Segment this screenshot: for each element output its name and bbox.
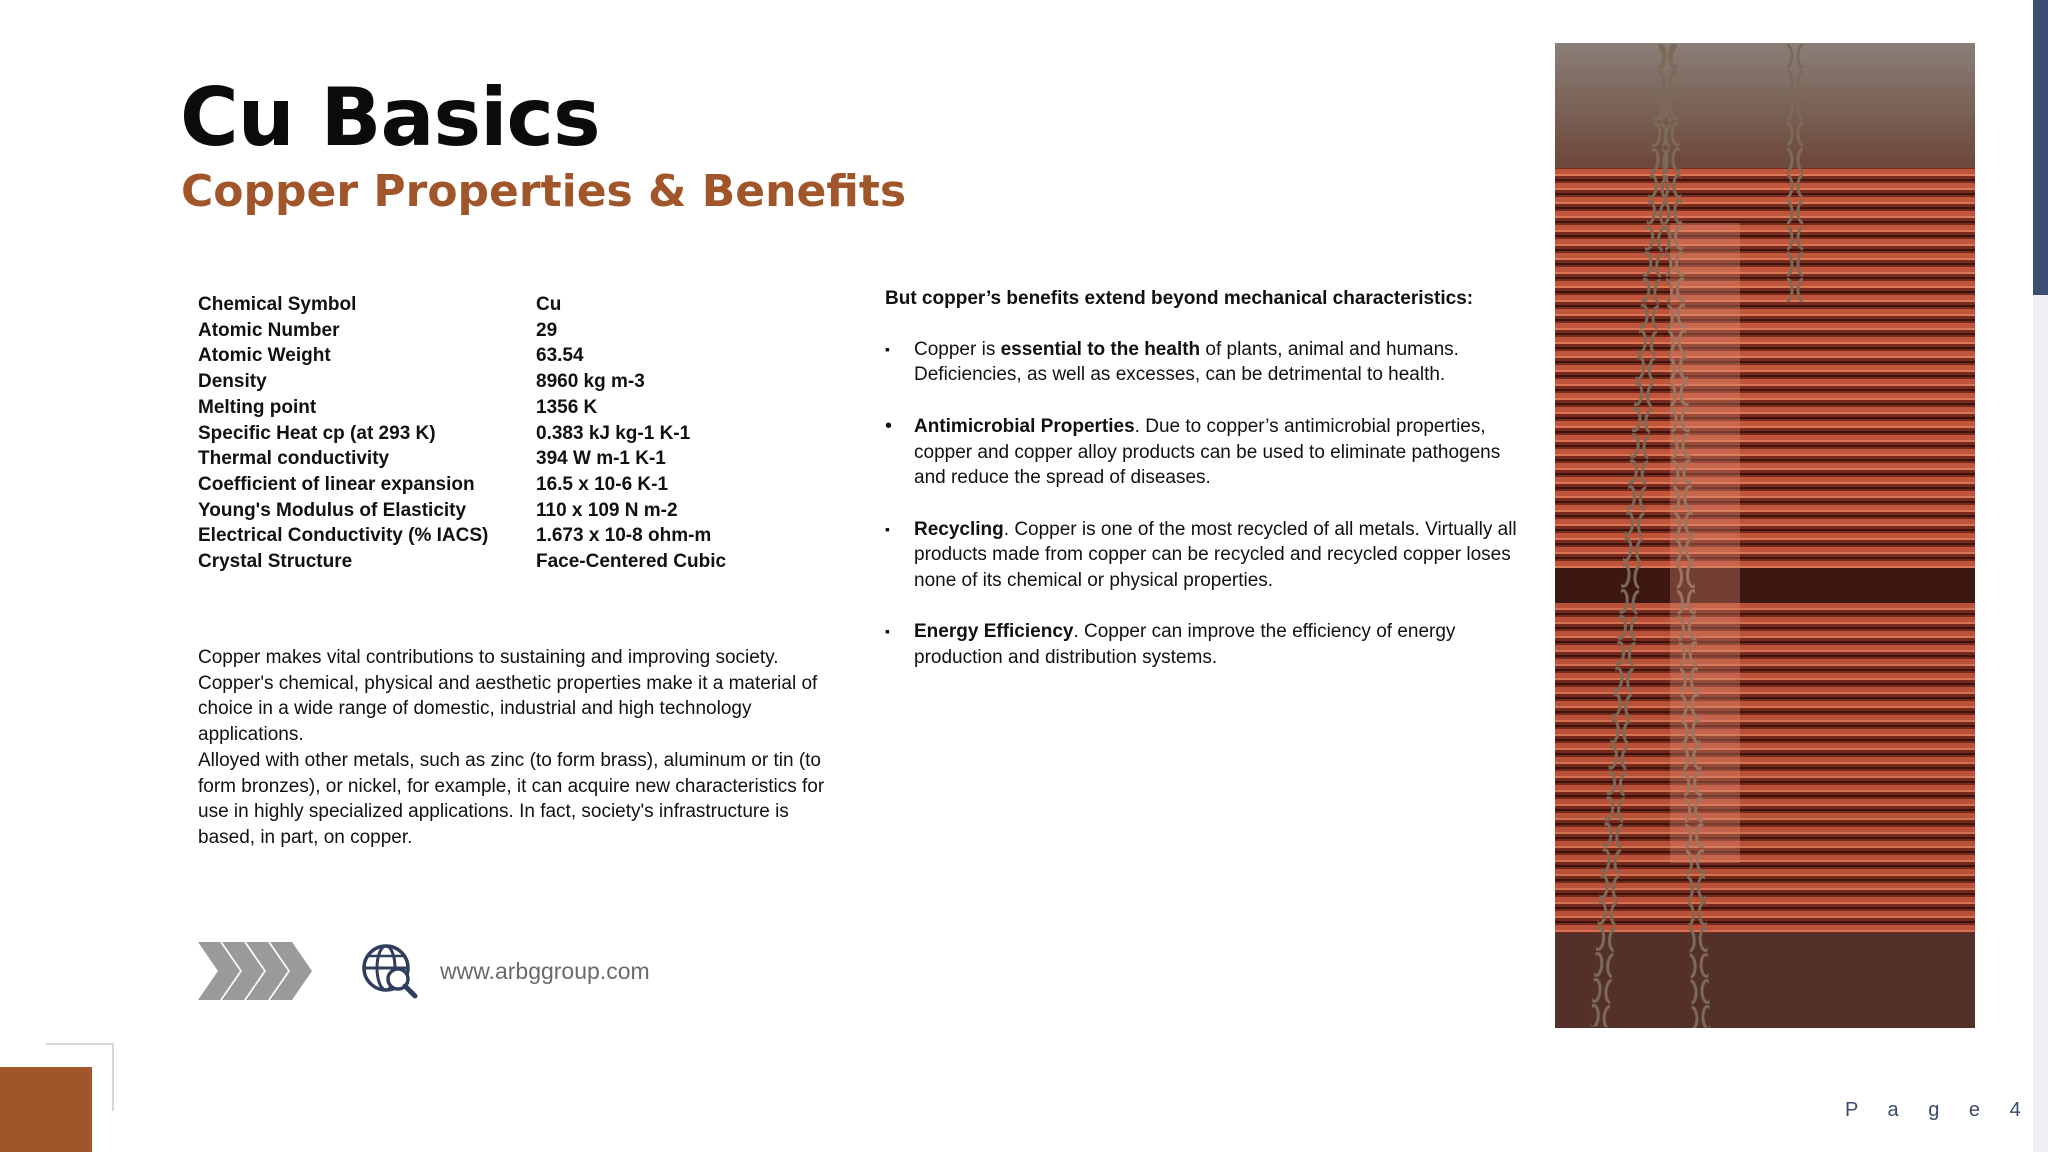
property-row [198, 395, 726, 421]
copper-cathodes-photo [1555, 43, 1975, 1028]
globe-search-icon [360, 942, 418, 1000]
property-value: Cu [536, 294, 562, 315]
page-number: P a g e 4 [1845, 1099, 2033, 1121]
benefit-item [885, 517, 1525, 594]
property-label: Atomic Weight [198, 345, 331, 367]
property-row [198, 369, 726, 395]
property-row [198, 292, 726, 318]
property-value: 8960 kg m-3 [536, 371, 645, 393]
property-label: Melting point [198, 396, 317, 418]
benefits-section [885, 286, 1525, 696]
benefit-text: . Copper can improve the efficiency of energy production and distribution systems. [914, 621, 1456, 669]
description-text: Copper makes vital contributions to sustaining and improving society. Copper's chemical, physical and aesthetic properties make it a material of choice in a wide range of domestic, industrial and high technology applications. [198, 647, 818, 746]
accent-line [112, 1043, 114, 1111]
website-link[interactable]: www.arbggroup.com [440, 958, 650, 984]
property-row [198, 421, 726, 447]
page-title: Cu Basics [180, 71, 600, 164]
benefit-text: . Due to copper’s antimicrobial properties, copper and copper alloy products can be used to eliminate pathogens and reduce the spread of diseases. [914, 415, 1501, 489]
page-subtitle: Copper Properties & Benefits [181, 166, 907, 217]
property-label: Chemical Symbol [198, 294, 357, 315]
property-value: 29 [536, 319, 558, 341]
description-text: Alloyed with other metals, such as zinc (to form brass), aluminum or tin (to form bronzes), or nickel, for example, it can acquire new characteristics for use in highly specialized applications. In fact, society's infrastructure is based, in part, on copper. [198, 749, 825, 848]
property-row [198, 343, 726, 369]
square-bullet-icon: ▪ [885, 623, 890, 640]
properties-table [198, 292, 726, 575]
property-label: Thermal conductivity [198, 448, 390, 470]
benefit-text: . Copper is one of the most recycled of all metals. Virtually all products made from copper can be recycled and recycled copper loses none of its chemical or physical properties. [914, 518, 1517, 591]
benefit-item [885, 619, 1525, 670]
accent-block [0, 1067, 92, 1152]
side-bar-track [2033, 295, 2048, 1152]
property-label: Electrical Conductivity (% IACS) [198, 525, 489, 547]
property-row [198, 472, 726, 498]
property-value: 394 W m-1 K-1 [536, 448, 666, 470]
property-value: 110 x 109 N m-2 [536, 499, 678, 521]
property-row [198, 549, 726, 575]
description-paragraph [198, 645, 828, 851]
benefit-prefix: Copper is [914, 338, 1001, 360]
property-label: Young's Modulus of Elasticity [198, 499, 467, 521]
square-bullet-icon: ▪ [885, 520, 890, 537]
property-value: 0.383 kJ kg-1 K-1 [536, 422, 691, 444]
benefit-title: Antimicrobial Properties [914, 415, 1135, 437]
property-label: Density [198, 371, 267, 393]
benefits-heading: But copper’s benefits extend beyond mechanical characteristics: [885, 288, 1474, 309]
property-label: Coefficient of linear expansion [198, 473, 475, 495]
property-label: Crystal Structure [198, 551, 353, 573]
benefit-text: of plants, animal and humans. Deficiencies, as well as excesses, can be detrimental to health. [914, 338, 1459, 386]
square-bullet-icon: ▪ [885, 340, 890, 357]
benefit-title: Recycling [914, 518, 1004, 540]
property-value: 1356 K [536, 396, 598, 418]
property-label: Atomic Number [198, 319, 340, 341]
property-label: Specific Heat cp (at 293 K) [198, 422, 436, 444]
property-row [198, 498, 726, 524]
benefit-item [885, 414, 1525, 491]
property-row [198, 318, 726, 344]
property-value: 1.673 x 10-8 ohm-m [536, 525, 712, 547]
property-value: Face-Centered Cubic [536, 551, 727, 573]
property-row [198, 523, 726, 549]
property-row [198, 446, 726, 472]
property-value: 16.5 x 10-6 K-1 [536, 473, 669, 495]
property-value: 63.54 [536, 345, 584, 367]
side-bar-accent [2033, 0, 2048, 295]
round-bullet-icon: • [885, 414, 893, 437]
benefit-title: essential to the health [1000, 338, 1201, 360]
benefit-title: Energy Efficiency [914, 621, 1074, 643]
chevrons-right-icon [198, 942, 313, 1000]
accent-line [46, 1043, 114, 1045]
benefit-item [885, 337, 1525, 388]
